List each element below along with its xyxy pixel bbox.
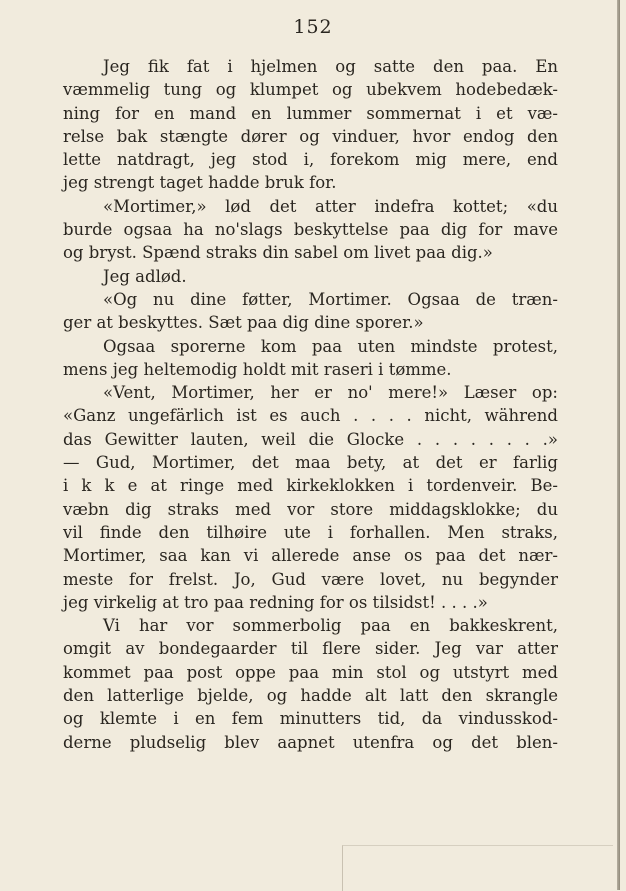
text-line: væmmelig tung og klumpet og ubekvem hodebedæk- xyxy=(63,80,558,100)
text-line: og bryst. Spænd straks din sabel om livet paa dig.» xyxy=(63,243,493,263)
text-line: «Mortimer,» lød det atter indefra kottet; «du xyxy=(103,196,558,216)
text-line: Jeg adlød. xyxy=(103,266,187,286)
text-line: meste for frelst. Jo, Gud være lovet, nu begynder xyxy=(63,569,558,589)
text-line: ning for en mand en lummer sommernat i et væ- xyxy=(63,103,558,123)
text-line: derne pludselig blev aapnet utenfra og det blen- xyxy=(63,732,558,752)
body-text xyxy=(63,55,558,754)
text-line: mens jeg heltemodig holdt mit raseri i tømme. xyxy=(63,359,452,379)
text-line: «Vent, Mortimer, her er no' mere!» Læser op: xyxy=(103,383,558,403)
text-line: kommet paa post oppe paa min stol og utstyrt med xyxy=(63,662,558,682)
text-line: «Ganz ungefärlich ist es auch . . . . nicht, während xyxy=(63,406,558,426)
text-line: Ogsaa sporerne kom paa uten mindste protest, xyxy=(103,336,558,356)
text-line: Jeg fik fat i hjelmen og satte den paa. En xyxy=(103,57,558,76)
text-line: væbn dig straks med vor store middagsklokke; du xyxy=(63,499,558,519)
text-line: das Gewitter lauten, weil die Glocke . . . . . . . .» xyxy=(63,429,558,449)
text-line: — Gud, Mortimer, det maa bety, at det er farlig xyxy=(63,453,558,473)
text-line: ger at beskyttes. Sæt paa dig dine sporer.» xyxy=(63,313,424,333)
text-line: omgit av bondegaarder til flere sider. Jeg var atter xyxy=(63,639,558,659)
text-line: og klemte i en fem minutters tid, da vindusskod- xyxy=(63,709,558,729)
text-line: jeg virkelig at tro paa redning for os tilsidst! . . . .» xyxy=(63,592,488,612)
text-line: Vi har vor sommerbolig paa en bakkeskrent, xyxy=(103,616,558,636)
text-line: «Og nu dine føtter, Mortimer. Ogsaa de træn- xyxy=(103,289,558,309)
text-line: Mortimer, saa kan vi allerede anse os paa det nær- xyxy=(63,546,558,566)
page-edge xyxy=(617,0,620,890)
text-line: jeg strengt taget hadde bruk for. xyxy=(63,173,337,193)
page-number: 152 xyxy=(293,16,333,38)
text-line: vil finde den tilhøire ute i forhallen. Men straks, xyxy=(63,522,558,542)
text-line: i k k e at ringe med kirkeklokken i tordenveir. Be- xyxy=(63,476,558,496)
text-line: burde ogsaa ha no'slags beskyttelse paa dig for mave xyxy=(63,220,558,240)
text-line: den latterlige bjelde, og hadde alt latt den skrangle xyxy=(63,686,558,706)
page-corner-mark xyxy=(342,845,613,891)
text-line: relse bak stængte dører og vinduer, hvor endog den xyxy=(63,126,558,146)
text-line: lette natdragt, jeg stod i, forekom mig mere, end xyxy=(63,150,558,170)
